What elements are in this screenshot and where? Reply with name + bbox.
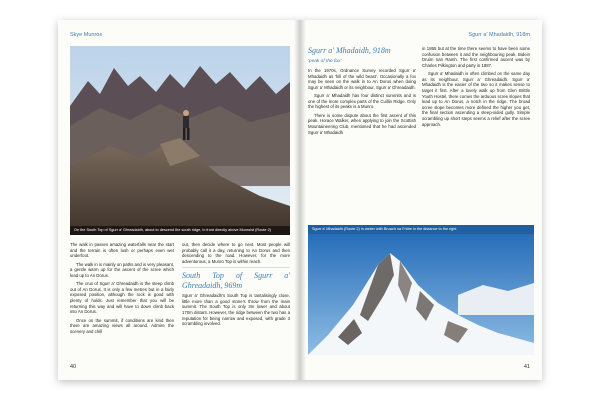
right-column-1 bbox=[308, 44, 416, 138]
paragraph: The crux of Sgurr a' Ghreadaidh is the steep climb out of An Dorus. It is only a few metres but in a fairly exposed position, although the rock is good with plenty of holds. Just remember that you will be returning this way and will have to down climb back into An Dorus. bbox=[70, 281, 174, 315]
right-column-2 bbox=[422, 46, 530, 130]
paragraph: There is some dispute about the first ascent of this peak. Horace Walker, when applying to join the Scottish Mountaineering Club, mentioned that he had ascended Sgurr a' Mhadaidh bbox=[308, 112, 416, 135]
left-photo-caption: On the South Top of Sgurr a' Ghreadaidh, about to descend the south ridge, in front directly above Munroist (Route 2) bbox=[70, 226, 290, 235]
right-page bbox=[300, 20, 542, 380]
open-book bbox=[58, 20, 542, 380]
south-top-heading: South Top of Sgurr a' Ghreadaidh, 969m bbox=[182, 267, 290, 290]
paragraph: in 1865 but at the time there seems to have been some confusion between it and the neighbouring peak, Bidein Druim nan Ramh. The first confirmed ascent was by Charles Pilkington and party in 1887. bbox=[422, 46, 530, 68]
winter-peak-photo bbox=[308, 225, 534, 355]
left-page bbox=[58, 20, 299, 380]
book-gutter bbox=[294, 20, 306, 380]
ridge-photo bbox=[70, 46, 290, 235]
mhadaidh-subheading: 'peak of the fox' bbox=[308, 58, 342, 64]
left-page-number: 40 bbox=[70, 364, 77, 370]
paragraph: Sgurr a' Mhadaidh has four distinct summits and is one of the more complex parts of the Cuillin Ridge. Only the highest of its peaks is a Munro. bbox=[308, 93, 416, 110]
paragraph: Sgurr a' Ghreadaidh's South Top is tantalisingly close, little more than a good stone's throw from the main summit. The South Top is only 3m lower and about 170m distant. However, the ridge between the two has a reputation for being narrow and exposed, with grade 3 scrambling involved. bbox=[182, 293, 290, 327]
paragraph: The walk in is mainly on paths and is very pleasant, a gentle warm up for the ascent of the scree which lead up to An Dorus. bbox=[70, 261, 174, 278]
ridge-photo-image bbox=[70, 46, 290, 235]
right-running-head: Sgurr a' Mhadaidh, 918m bbox=[468, 32, 530, 38]
right-page-number: 41 bbox=[523, 364, 530, 370]
paragraph: Once on the summit, if conditions are kind then there are amazing views all around. Admire the scenery and chill bbox=[70, 317, 174, 334]
left-column-2 bbox=[182, 242, 290, 330]
paragraph: out, then decide where to go next. Most people will probably call it a day, returning to An Dorus and then descending to the road. However, for the more adventurous, a Munro Top is within reach. bbox=[182, 242, 290, 264]
left-column-1 bbox=[70, 242, 174, 337]
paragraph: The walk in passes amazing waterfalls near the start and the terrain is often lush or perhaps even wet underfoot. bbox=[70, 242, 174, 259]
winter-peak-image bbox=[308, 225, 534, 355]
right-photo-caption: Sgurr a' Mhadaidh (Route 2) in winter with Bruach na Frithe in the distance to the right bbox=[308, 225, 534, 234]
paragraph: Sgurr a' Mhadaidh is often climbed on the same day as its neighbour, Sgurr a' Ghreadaidh. Sgurr a' Mhadaidh is the easier of the two so it makes sense to target it first. After a lovely walk up from Glen Brittle Youth Hostel, there comes the arduous scree slopes that lead up to An Dorus, a notch in the ridge. The broad scree slope becomes more defined the higher you get, the final section ascending a steep-sided gully. Simple scrambling up short steps seems a relief after the scree approach. bbox=[422, 71, 530, 127]
mhadaidh-heading: Sgurr a' Mhadaidh, 918m bbox=[308, 46, 391, 55]
paragraph: In the 1970s, Ordnance Survey recorded Sgurr a' Mhadaidh as 'hill of the wild beast'. Occasionally a fox may be seen on the walk in to An Dorus when doing Sgurr a' Mhadaidh or its neighbour, Sgurr a' Ghreadaidh. bbox=[308, 68, 416, 90]
left-running-head: Skye Munros bbox=[70, 32, 103, 38]
